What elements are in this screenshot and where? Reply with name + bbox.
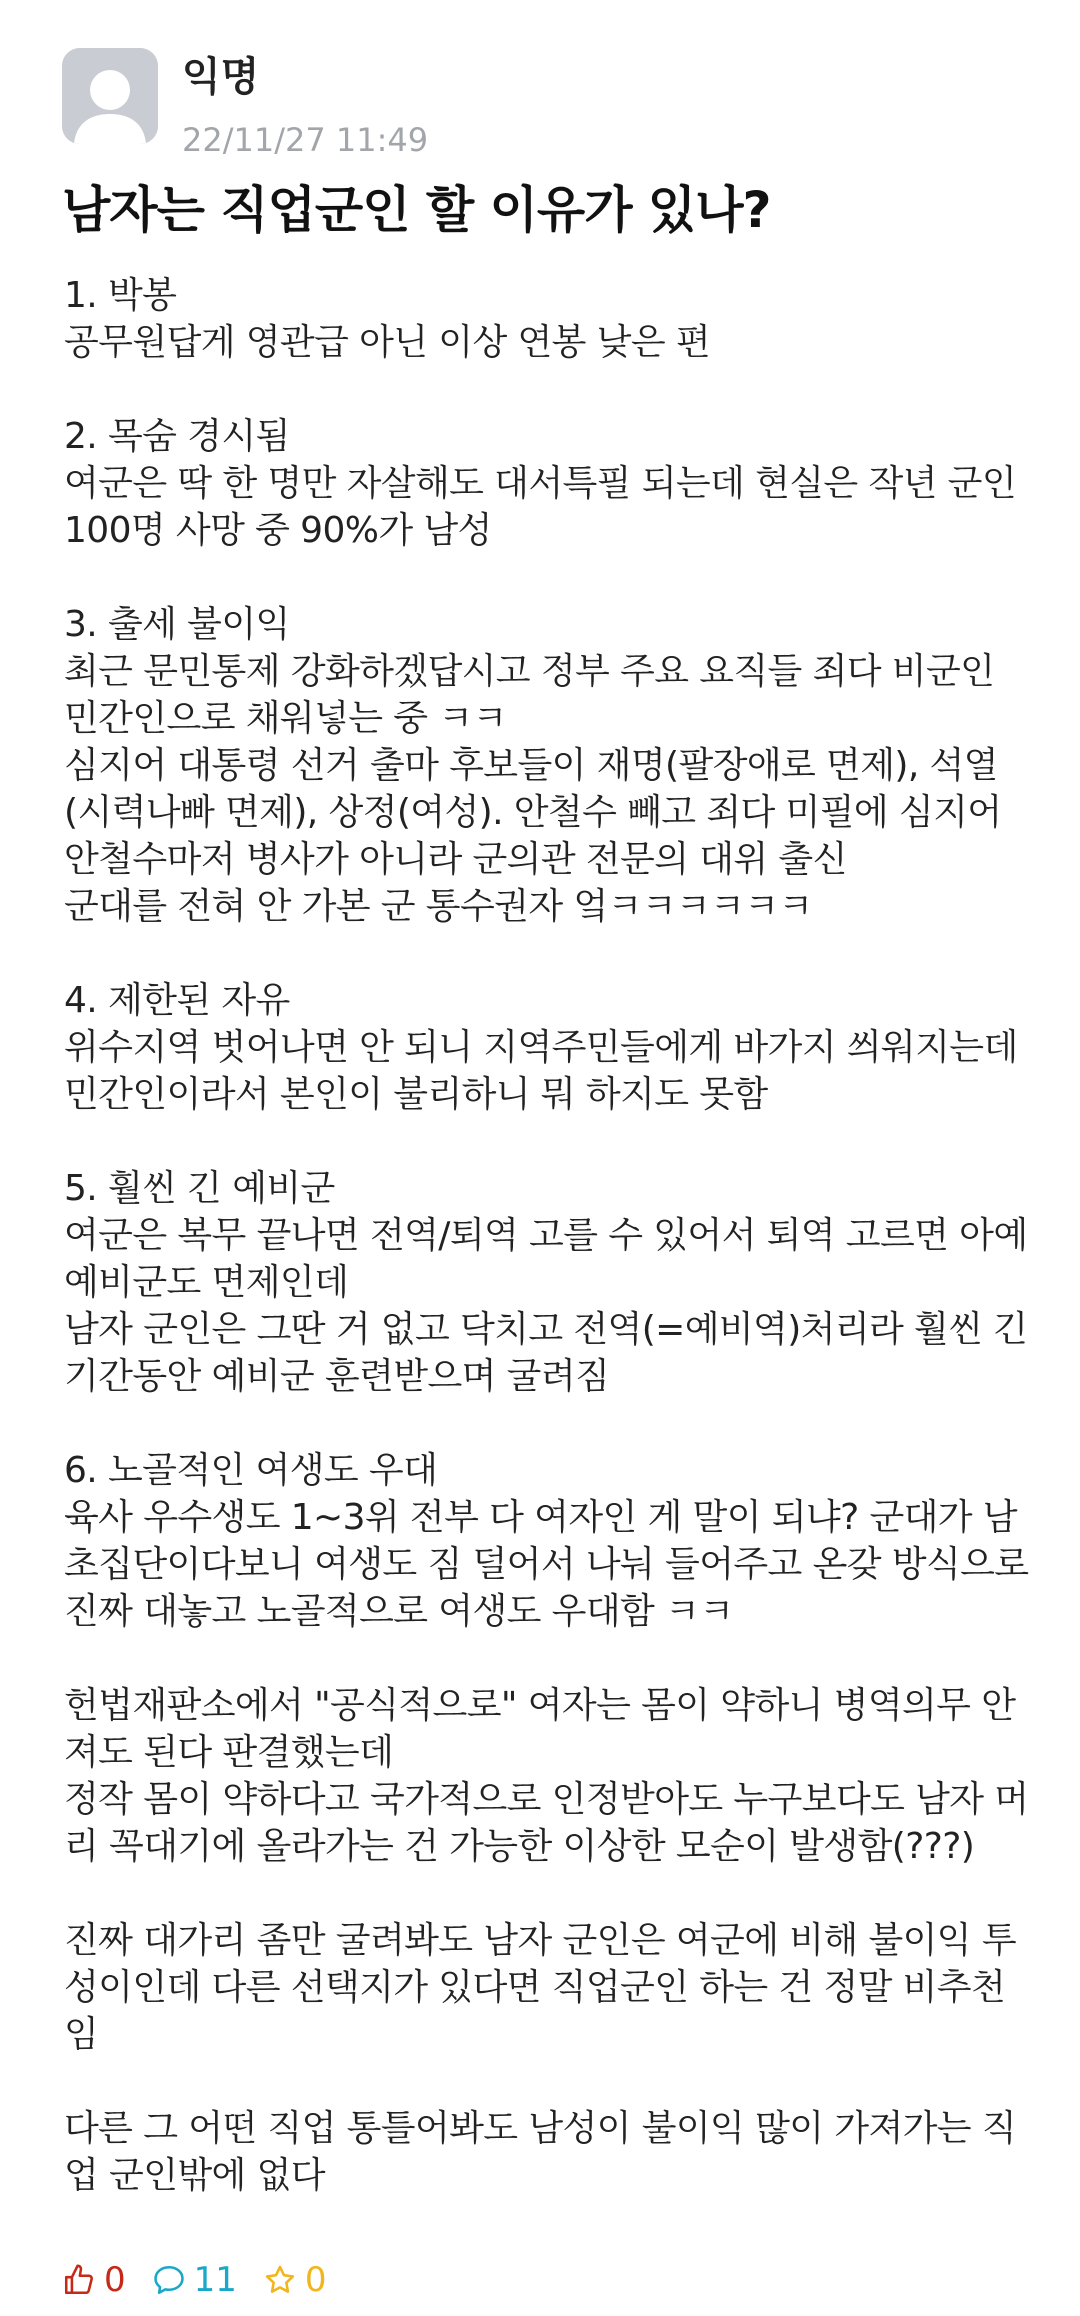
body-line: 성이인데 다른 선택지가 있다면 직업군인 하는 건 정말 비추천	[64, 1967, 1006, 2008]
body-line: 심지어 대통령 선거 출마 후보들이 재명(팔장애로 면제), 석열	[64, 745, 998, 786]
body-line: 안철수마저 병사가 아니라 군의관 전문의 대위 출신	[64, 839, 847, 880]
body-line: 헌법재판소에서 "공식적으로" 여자는 몸이 약하니 병역의무 안	[64, 1685, 1016, 1726]
body-paragraph	[64, 2105, 1024, 2199]
body-line: 5. 훨씬 긴 예비군	[64, 1168, 335, 1209]
body-paragraph	[64, 272, 1024, 366]
post-header	[62, 48, 428, 160]
post-actions	[62, 2258, 353, 2302]
body-line: 초집단이다보니 여생도 짐 덜어서 나눠 들어주고 온갖 방식으로	[64, 1544, 1029, 1585]
body-line: 민간인으로 채워넣는 중 ㅋㅋ	[64, 698, 507, 739]
comment-button[interactable]	[152, 2258, 237, 2302]
post-meta	[182, 48, 428, 160]
body-line: 100명 사망 중 90%가 남성	[64, 510, 492, 551]
body-paragraph	[64, 1682, 1029, 1870]
body-line: 군대를 전혀 안 가본 군 통수권자 엌ㅋㅋㅋㅋㅋㅋ	[64, 886, 813, 927]
body-line: 4. 제한된 자유	[64, 980, 290, 1021]
body-line: 임	[64, 2014, 99, 2055]
body-line: 2. 목숨 경시됨	[64, 416, 290, 457]
body-line: 6. 노골적인 여생도 우대	[64, 1450, 438, 1491]
body-line: 3. 출세 불이익	[64, 604, 290, 645]
scrap-button[interactable]	[263, 2258, 327, 2302]
default-profile-icon	[62, 48, 158, 144]
body-line: 정작 몸이 약하다고 국가적으로 인정받아도 누구보다도 남자 머	[64, 1779, 1029, 1820]
post-timestamp: 22/11/27 11:49	[182, 121, 429, 159]
body-line: 여군은 복무 끝나면 전역/퇴역 고를 수 있어서 퇴역 고르면 아예	[64, 1215, 1028, 1256]
like-button[interactable]	[62, 2258, 126, 2302]
body-line: 최근 문민통제 강화하겠답시고 정부 주요 요직들 죄다 비군인	[64, 651, 995, 692]
body-line: 민간인이라서 본인이 불리하니 뭐 하지도 못함	[64, 1074, 768, 1115]
body-line: 예비군도 면제인데	[64, 1262, 349, 1303]
body-line: 다른 그 어떤 직업 통틀어봐도 남성이 불이익 많이 가져가는 직	[64, 2108, 1016, 2149]
scrap-count: 0	[304, 2260, 327, 2300]
post-body	[64, 272, 1029, 2246]
body-line: 남자 군인은 그딴 거 없고 닥치고 전역(=예비역)처리라 훨씬 긴	[64, 1309, 1028, 1350]
body-paragraph	[64, 1165, 1028, 1400]
body-line: 육사 우수생도 1~3위 전부 다 여자인 게 말이 되냐? 군대가 남	[64, 1497, 1017, 1538]
author-name: 익명	[182, 54, 260, 100]
avatar[interactable]	[62, 48, 158, 144]
body-line: 공무원답게 영관급 아닌 이상 연봉 낮은 편	[64, 322, 711, 363]
body-paragraph	[64, 977, 1024, 1118]
body-paragraph	[64, 1447, 1029, 1635]
body-line: 리 꼭대기에 올라가는 건 가능한 이상한 모순이 발생함(???)	[64, 1826, 975, 1867]
like-count: 0	[104, 2260, 126, 2300]
body-line: 기간동안 예비군 훈련받으며 굴려짐	[64, 1356, 610, 1397]
body-line: 여군은 딱 한 명만 자살해도 대서특필 되는데 현실은 작년 군인	[64, 463, 1016, 504]
body-line: 1. 박봉	[64, 275, 177, 316]
body-paragraph	[64, 413, 1024, 554]
body-line: 진짜 대놓고 노골적으로 여생도 우대함 ㅋㅋ	[64, 1591, 734, 1632]
speech-bubble-icon	[152, 2263, 186, 2297]
body-paragraph	[64, 601, 1024, 930]
body-line: 진짜 대가리 좀만 굴려봐도 남자 군인은 여군에 비해 불이익 투	[64, 1920, 1016, 1961]
body-line: 업 군인밖에 없다	[64, 2155, 325, 2196]
post-title: 남자는 직업군인 할 이유가 있나?	[62, 181, 771, 239]
star-icon	[263, 2263, 297, 2297]
comment-count: 11	[193, 2260, 237, 2300]
body-paragraph	[64, 1917, 1024, 2058]
body-line: 져도 된다 판결했는데	[64, 1732, 394, 1773]
thumbs-up-icon	[62, 2263, 96, 2297]
body-line: (시력나빠 면제), 상정(여성). 안철수 빼고 죄다 미필에 심지어	[64, 792, 1002, 833]
body-line: 위수지역 벗어나면 안 되니 지역주민들에게 바가지 씌워지는데	[64, 1027, 1018, 1068]
